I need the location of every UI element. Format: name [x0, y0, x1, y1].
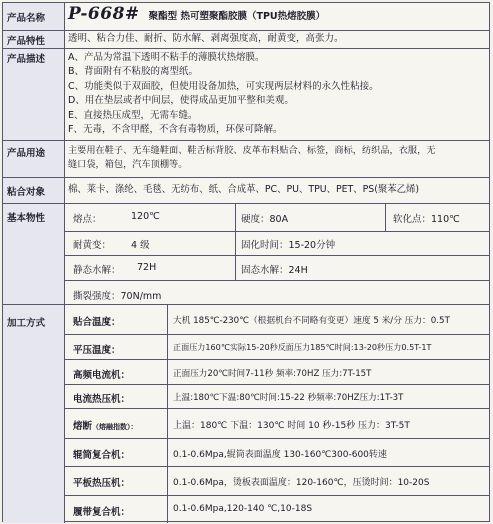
product-spec-sheet [2, 2, 490, 522]
description-line: C、功能类似于双面胶，但使用设备加热，可实现两层材料的永久性粘接。 [68, 80, 379, 92]
row-bonding-objects [3, 177, 489, 203]
row-usage [3, 140, 489, 177]
physical-row-4 [65, 280, 489, 305]
processing-name: 电流热压机： [73, 394, 131, 405]
label-description: 产品描述 [3, 49, 65, 140]
softening-point: 软化点：110℃ [393, 214, 460, 225]
processing-value: 0.1-0.6Mpa,辊筒表面温度 130-160℃300-600转速 [173, 450, 387, 460]
processing-row [65, 466, 489, 495]
description-line: E、直接热压成型，无需车缝。 [68, 109, 198, 121]
processing-name: 平板热压机： [73, 478, 131, 489]
description-list [68, 51, 486, 140]
usage-line: 主要用在鞋子、无车缝鞋面、鞋舌标背胶、皮革布料贴合、标签，商标，纺织品，衣服，无 [68, 145, 436, 156]
row-description [3, 48, 489, 140]
solid-hydrolysis: 固态水解：24H [241, 265, 308, 276]
row-processing [3, 304, 489, 523]
usage-text [68, 144, 486, 177]
processing-row [65, 359, 489, 384]
physical-row-2 [65, 231, 489, 255]
product-desc: 聚酯型 热可塑聚酯胶膜（TPU热熔胶膜） [148, 11, 326, 22]
physical-row-1 [65, 204, 489, 231]
curing-time: 固化时间：15-20分钟 [241, 240, 336, 251]
processing-name: 贴合温度： [73, 317, 121, 328]
static-hydrolysis-value: 72H [137, 262, 157, 273]
static-hydrolysis-label: 静态水解： [73, 265, 121, 276]
processing-name [73, 418, 138, 432]
description-line: B、背面附有不粘胶的离型纸。 [68, 66, 199, 78]
yellowing-value: 4 级 [131, 240, 150, 251]
processing-row [65, 384, 489, 408]
processing-value: 正面压力160℃实际15-20秒反面压力185℃时间:13-20秒压力0.5T-1T [173, 342, 432, 352]
label-features: 产品特性 [3, 31, 65, 48]
label-bonding-objects: 粘合对象 [3, 178, 65, 203]
hardness: 硬度：80A [241, 214, 289, 225]
processing-row [65, 334, 489, 359]
yellowing-label: 耐黄变： [73, 240, 112, 251]
bonding-objects-text: 棉、莱卡、涤纶、毛毯、无纺布、纸、合成革、PC、PU、TPU、PET、PS(聚苯乙烯) [68, 184, 420, 195]
melt-label: 熔断 [73, 421, 93, 432]
melting-label: 熔点： [73, 214, 102, 225]
product-model: P-668# [68, 4, 140, 24]
label-product-name: 产品名称 [3, 3, 65, 30]
processing-value: 正面压力20℃时间7-11秒 频率:70HZ 压力:7T-15T [173, 369, 372, 379]
row-product-name [3, 3, 489, 30]
processing-name: 履带复合机： [73, 507, 131, 518]
product-name-content [68, 4, 486, 30]
processing-name: 平压温度： [73, 345, 121, 356]
features-text: 透明、粘合力佳、耐折、防水解、剥离强度高，耐黄变，高张力。 [68, 33, 344, 44]
processing-name: 高频电流机： [73, 370, 131, 381]
processing-row [65, 438, 489, 466]
physical-row-3 [65, 255, 489, 280]
processing-value: 上温:180℃下温:80℃时间:15-22 秒频率:70HZ压力:1T-3T [173, 393, 404, 403]
row-features [3, 30, 489, 48]
processing-value: 0.1-0.6Mpa，烫板表面温度：120-160℃，压烫时间：10-20S [173, 478, 430, 488]
label-processing: 加工方式 [3, 305, 65, 523]
row-physical [3, 203, 489, 304]
melt-index-note: （熔融指数）： [92, 423, 138, 431]
usage-line: 缝口袋，箱包，汽车顶棚等。 [68, 159, 188, 171]
label-physical: 基本物性 [3, 204, 65, 304]
description-line: F、无毒，不含甲醛，不含有毒物质，环保可降解。 [68, 124, 283, 136]
label-usage: 产品用途 [3, 141, 65, 177]
processing-row [65, 495, 489, 523]
processing-row [65, 408, 489, 438]
processing-row [65, 305, 489, 334]
tear-strength: 撕裂强度：70N/mm [73, 291, 162, 302]
processing-value: 0.1-0.6Mpa,120-140 ℃,10-18S [173, 504, 313, 514]
processing-value: 大机 185℃-230℃（根据机台不同略有变更）速度 5 米/分 压力：0.5T [173, 316, 450, 326]
description-line: D、用在垫层或者中间层，使得成品更加平整和美观。 [68, 95, 294, 107]
description-line: A、产品为常温下透明不粘手的薄膜状热熔膜。 [68, 52, 265, 63]
melting-value: 120℃ [131, 211, 160, 222]
processing-value: 上温：180℃ 下温：130℃ 时间 10 秒-15秒 压力：3T-5T [173, 421, 410, 431]
processing-name: 辊筒复合机： [73, 450, 131, 461]
